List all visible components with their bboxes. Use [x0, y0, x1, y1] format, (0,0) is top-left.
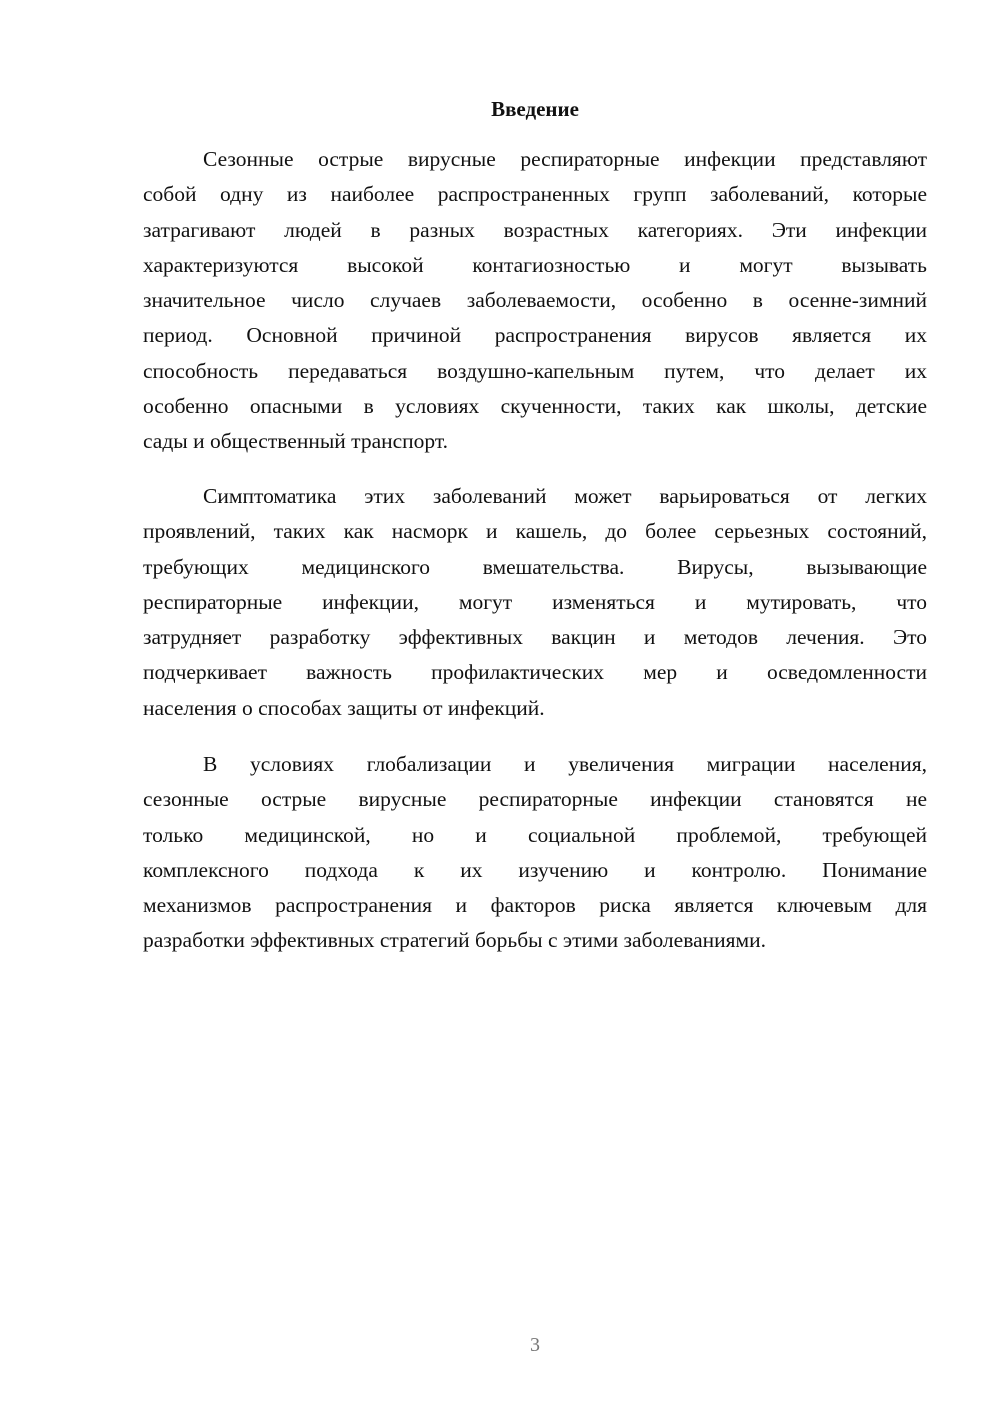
paragraph-line: требующих медицинского вмешательства. Вирусы, вызывающие: [143, 554, 927, 579]
paragraph-2: [143, 479, 927, 726]
paragraph-line: респираторные инфекции, могут изменяться и мутировать, что: [143, 589, 927, 614]
paragraph-line: В условиях глобализации и увеличения миграции населения,: [203, 752, 927, 776]
paragraph-line: сады и общественный транспорт.: [143, 429, 449, 454]
paragraph-line: подчеркивает важность профилактических мер и осведомленности: [143, 660, 927, 685]
paragraph-line: способность передаваться воздушно-капельным путем, что делает их: [143, 358, 927, 383]
paragraph-1: [143, 142, 927, 460]
paragraph-line: сезонные острые вирусные респираторные инфекции становятся не: [143, 787, 927, 812]
paragraph-line: затрудняет разработку эффективных вакцин и методов лечения. Это: [143, 625, 927, 650]
paragraph-line: разработки эффективных стратегий борьбы с этими заболеваниями.: [143, 928, 767, 953]
paragraph-line: населения о способах защиты от инфекций.: [143, 695, 545, 720]
paragraph-line: особенно опасными в условиях скученности, таких как школы, детские: [143, 394, 927, 419]
paragraph-line: Симптоматика этих заболеваний может варьироваться от легких: [203, 484, 927, 508]
paragraph-line: механизмов распространения и факторов риска является ключевым для: [143, 893, 927, 918]
paragraph-3: [143, 747, 927, 959]
paragraph-line: собой одну из наиболее распространенных групп заболеваний, которые: [143, 182, 927, 207]
paragraph-line: только медицинской, но и социальной проблемой, требующей: [143, 822, 927, 847]
paragraph-line: значительное число случаев заболеваемости, особенно в осенне-зимний: [143, 288, 927, 313]
paragraph-line: период. Основной причиной распространения вирусов является их: [143, 323, 927, 348]
paragraph-line: характеризуются высокой контагиозностью и могут вызывать: [143, 252, 927, 277]
paragraph-line: затрагивают людей в разных возрастных категориях. Эти инфекции: [143, 217, 927, 242]
section-title: Введение: [491, 97, 579, 121]
page-number: 3: [530, 1334, 540, 1356]
paragraph-line: комплексного подхода к их изучению и контролю. Понимание: [143, 857, 927, 882]
paragraph-line: Сезонные острые вирусные респираторные инфекции представляют: [203, 147, 927, 171]
paragraph-line: проявлений, таких как насморк и кашель, до более серьезных состояний,: [143, 519, 927, 544]
